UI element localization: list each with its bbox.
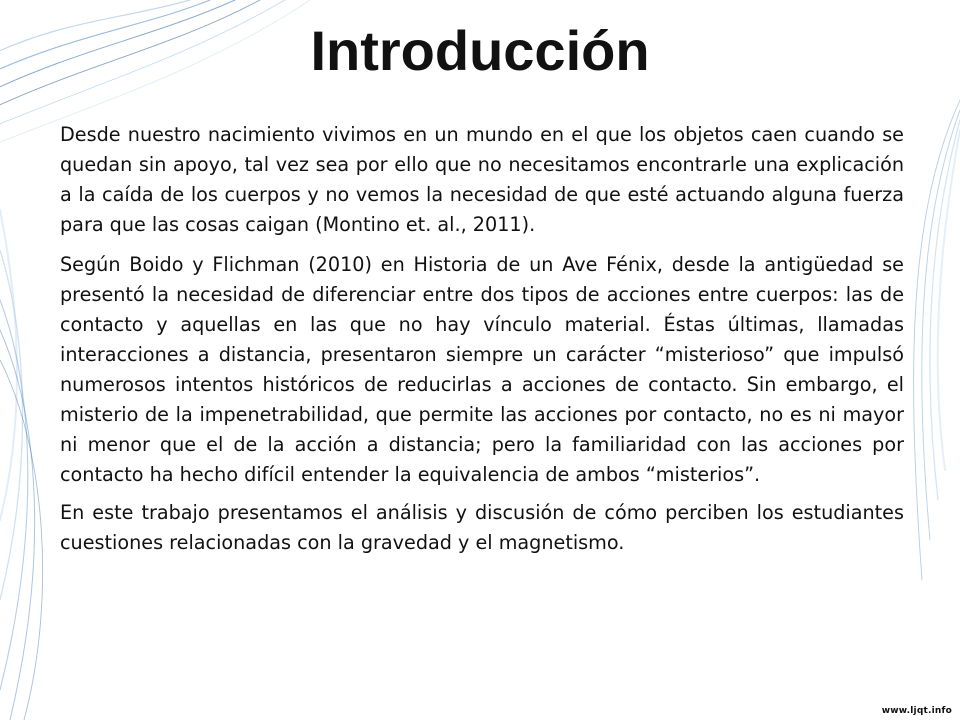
paragraph-history: Según Boido y Flichman (2010) en Historia de un Ave Fénix, desde la antigüedad se presentó la necesidad de diferenciar entre dos tipos de acciones entre cuerpos: las de contacto y aquellas en las que no hay vínculo material. Éstas últimas, llamadas interacciones a distancia, presentaron siempre un carácter “misterioso” que impulsó numerosos intentos históricos de reducirlas a acciones de contacto. Sin embargo, el misterio de la impenetrabilidad, que permite las acciones por contacto, no es ni mayor ni menor que el de la acción a distancia; pero la familiaridad con las acciones por contacto ha hecho difícil entender la equivalencia de ambos “misterios”.: [60, 253, 904, 486]
paragraph-introduction: Desde nuestro nacimiento vivimos en un mundo en el que los objetos caen cuando se quedan sin apoyo, tal vez sea por ello que no necesitamos encontrarle una explicación a la caída de los cuerpos y no vemos la necesidad de que esté actuando alguna fuerza para que las cosas caigan (Montino et. al., 2011).: [60, 123, 904, 236]
watermark-text: www.ljqt.info: [881, 706, 952, 716]
slide-title: Introducción: [310, 19, 650, 82]
paragraph-work-summary: En este trabajo presentamos el análisis y discusión de cómo perciben los estudiantes cuestiones relacionadas con la gravedad y el magnetismo.: [60, 501, 904, 554]
slide-body: [60, 120, 904, 558]
